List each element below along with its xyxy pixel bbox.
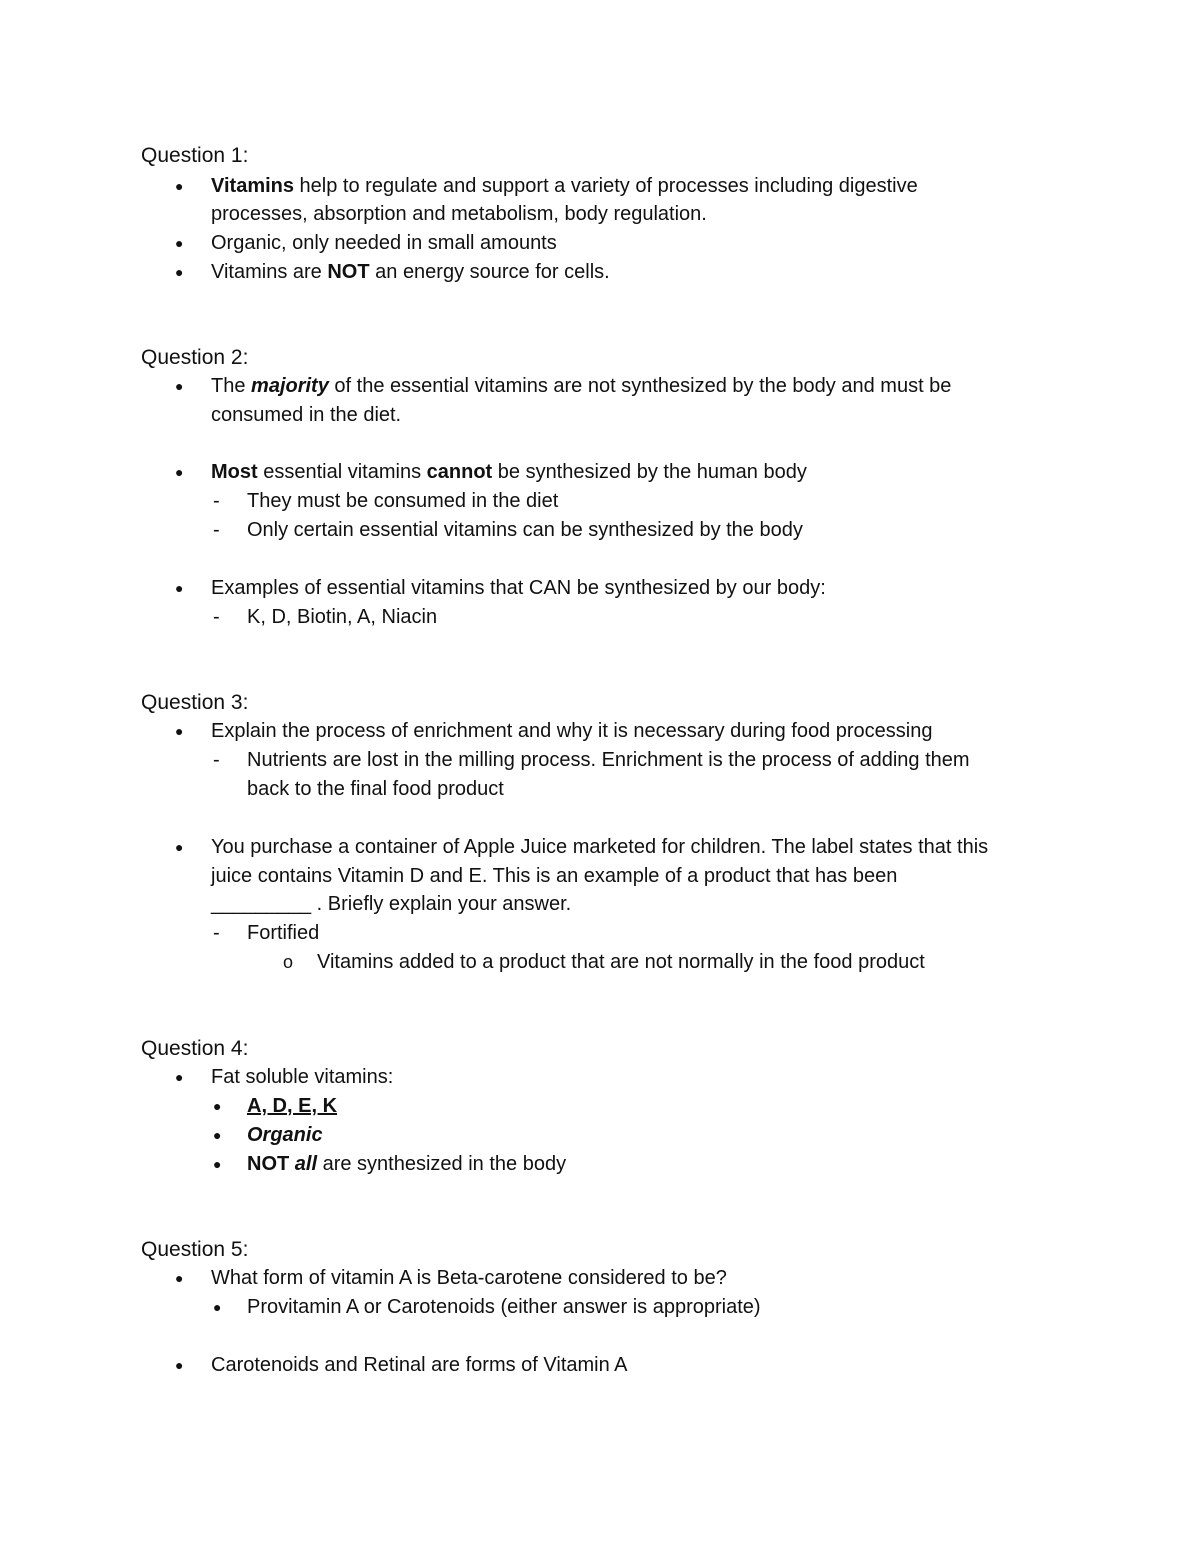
q2-bullet-2-sub-1: They must be consumed in the diet: [247, 490, 559, 512]
q3-bullet-2-line-1: You purchase a container of Apple Juice marketed for children. The label states that this: [211, 836, 989, 858]
bullet-icon: ●: [175, 378, 184, 394]
q3-bullet-2-subsub-1: Vitamins added to a product that are not normally in the food product: [317, 951, 925, 973]
q2-bullet-2: Most essential vitamins cannot be synthesized by the human body: [211, 461, 807, 483]
circle-marker: o: [283, 952, 294, 972]
dash-marker: -: [213, 606, 220, 628]
q4-sub-1: A, D, E, K: [247, 1095, 338, 1117]
bullet-icon: ●: [213, 1127, 222, 1143]
q1-bullet-1-continued: processes, absorption and metabolism, body regulation.: [211, 203, 707, 225]
bullet-icon: ●: [213, 1156, 222, 1172]
bullet-icon: ●: [175, 264, 184, 280]
q3-bullet-2-line-3: _________ . Briefly explain your answer.: [211, 893, 572, 915]
q2-bullet-3-sub-1: K, D, Biotin, A, Niacin: [247, 606, 438, 628]
bullet-icon: ●: [175, 1069, 184, 1085]
dash-marker: -: [213, 519, 220, 541]
q3-bullet-1: Explain the process of enrichment and why it is necessary during food processing: [211, 720, 933, 742]
q3-bullet-2-line-2: juice contains Vitamin D and E. This is an example of a product that has been: [211, 865, 898, 887]
q4-sub-3: NOT all are synthesized in the body: [247, 1153, 567, 1175]
q1-bullet-2: Organic, only needed in small amounts: [211, 232, 557, 254]
q5-bullet-1: What form of vitamin A is Beta-carotene considered to be?: [211, 1267, 727, 1289]
dash-marker: -: [213, 922, 220, 944]
dash-marker: -: [213, 749, 220, 771]
question-4-heading: Question 4:: [141, 1037, 249, 1060]
question-5-heading: Question 5:: [141, 1238, 249, 1261]
bullet-icon: ●: [175, 178, 184, 194]
q3-bullet-1-sub-1: Nutrients are lost in the milling process. Enrichment is the process of adding them: [247, 749, 970, 771]
question-3-heading: Question 3:: [141, 691, 249, 714]
q5-bullet-1-sub-1: Provitamin A or Carotenoids (either answer is appropriate): [247, 1296, 761, 1318]
dash-marker: -: [213, 490, 220, 512]
bullet-icon: ●: [175, 723, 184, 739]
bullet-icon: ●: [175, 580, 184, 596]
q2-bullet-3: Examples of essential vitamins that CAN be synthesized by our body:: [211, 577, 826, 599]
q1-bullet-3: Vitamins are NOT an energy source for cells.: [211, 261, 610, 283]
bullet-icon: ●: [175, 1270, 184, 1286]
bullet-icon: ●: [213, 1098, 222, 1114]
question-2-heading: Question 2:: [141, 346, 249, 369]
bullet-icon: ●: [175, 235, 184, 251]
q2-bullet-1-continued: consumed in the diet.: [211, 404, 402, 426]
q5-bullet-2: Carotenoids and Retinal are forms of Vitamin A: [211, 1354, 628, 1376]
question-1-heading: Question 1:: [141, 144, 249, 167]
q4-sub-2: Organic: [247, 1124, 323, 1146]
q1-bullet-1: Vitamins help to regulate and support a variety of processes including digestive: [211, 175, 918, 197]
bullet-icon: ●: [175, 464, 184, 480]
bullet-icon: ●: [175, 839, 184, 855]
bullet-icon: ●: [213, 1299, 222, 1315]
q3-bullet-2-sub-1: Fortified: [247, 922, 320, 944]
q3-bullet-1-sub-1-continued: back to the final food product: [247, 778, 504, 800]
q4-bullet-1: Fat soluble vitamins:: [211, 1066, 394, 1088]
q2-bullet-2-sub-2: Only certain essential vitamins can be synthesized by the body: [247, 519, 803, 541]
bullet-icon: ●: [175, 1357, 184, 1373]
q2-bullet-1: The majority of the essential vitamins are not synthesized by the body and must be: [211, 375, 952, 397]
